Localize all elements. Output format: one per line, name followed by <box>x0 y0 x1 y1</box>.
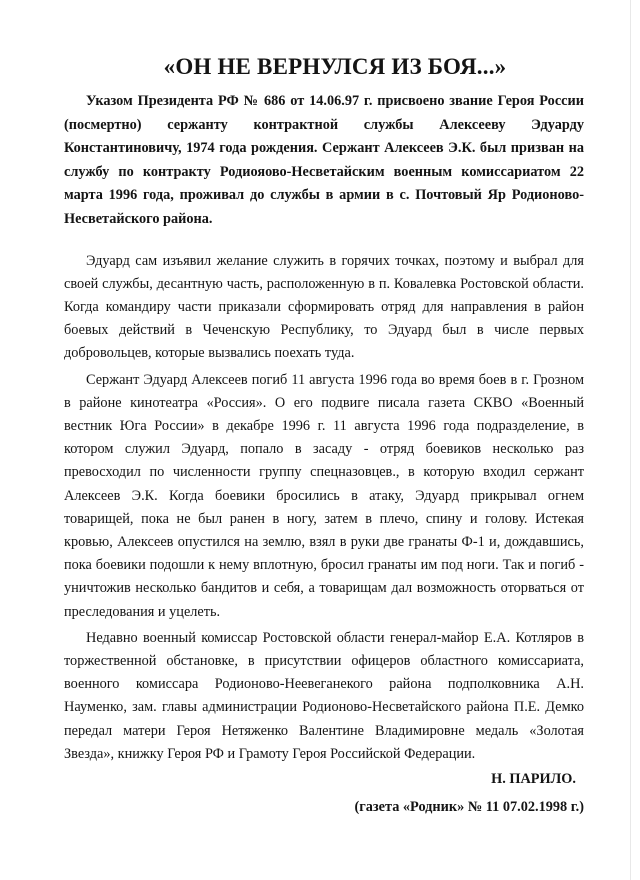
source-citation: (газета «Родник» № 11 07.02.1998 г.) <box>354 799 584 816</box>
body-paragraph-1: Эдуард сам изъявил желание служить в горячих точках, поэтому и выбрал для своей службы, десантную часть, расположенную в п. Ковалевка Ростовской области. Когда командиру части приказали сформировать отряд для направления в район боевых действий в Чеченскую Республику, то Эдуард был в числе первых добровольцев, которые вызвались поехать туда. <box>64 252 584 362</box>
document-title: «ОН НЕ ВЕРНУЛСЯ ИЗ БОЯ...» <box>163 54 507 79</box>
scan-edge <box>630 0 640 880</box>
body-paragraph-2: Сержант Эдуард Алексеев погиб 11 августа 1996 года во время боев в г. Грозном в районе кинотеатра «Россия». О его подвиге писала газета СКВО «Военный вестник Юга России» в декабре 1996 г. 11 августа 1996 года подразделение, в котором служил Эдуард, попало в засаду - отряд боевиков несколько раз превосходил по численности группу спецназовцев., в которую входил сержант Алексеев Э.К. Когда боевики бросились в атаку, Эдуард прикрывал огнем товарищей, пока не был ранен в ногу, затем в плечо, спину и голову. Истекая кровью, Алексеев опустился на землю, взял в руки две гранаты Ф-1 и, дождавшись, пока боевики подошли к нему вплотную, бросил гранаты им под ноги. Так и погиб - уничтожив несколько бандитов и себя, а товарищам дал возможность оторваться от преследования и уцелеть. <box>64 371 584 620</box>
author-signature: Н. ПАРИЛО. <box>491 771 576 788</box>
body-paragraph-3: Недавно военный комиссар Ростовской области генерал-майор Е.А. Котляров в торжественной обстановке, в присутствии офицеров областного комиссариата, военного комиссара Родионово-Неевеганекого района подполковника А.Н. Науменко, зам. главы администрации Родионово-Несветайского района П.Е. Демко передал матери Героя Нетяженко Валентине Владимировне медаль «Золотая Звезда», книжку Героя РФ и Грамоту Героя Российской Федерации. <box>64 629 584 762</box>
document-page <box>64 52 584 819</box>
decree-paragraph: Указом Президента РФ № 686 от 14.06.97 г. присвоено звание Героя России (посмертно) сержанту контрактной службы Алексееву Эдуарду Константиновичу, 1974 года рождения. Сержант Алексеев Э.К. был призван на службу по контракту Родиояово-Несветайским военным комиссариатом 22 марта 1996 года, проживал до службы в армии в с. Почтовый Яр Родионово-Несветайского района. <box>64 93 584 227</box>
